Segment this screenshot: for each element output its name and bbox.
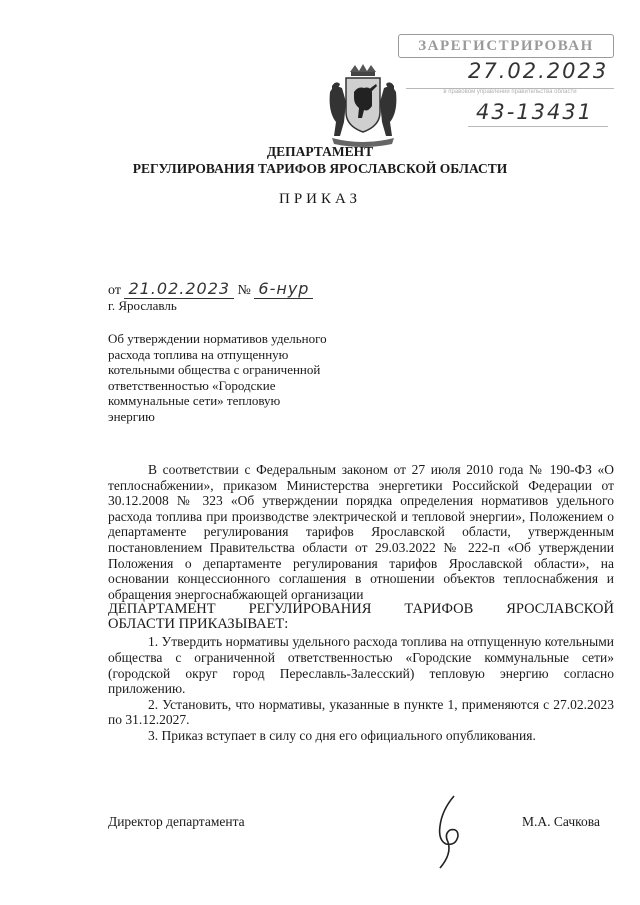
city: г. Ярославль (108, 298, 177, 313)
stamp-date: 27.02.2023 (468, 59, 609, 83)
stamp-number: 43-13431 (476, 100, 594, 124)
order-item-3: 3. Приказ вступает в силу со дня его официального опубликования. (148, 727, 536, 743)
handwritten-signature (420, 792, 480, 872)
order-date-line (108, 279, 313, 299)
department-line-1: ДЕПАРТАМЕНТ (266, 144, 374, 159)
stamp-underline (468, 126, 608, 127)
orders-heading-line-2: ОБЛАСТИ ПРИКАЗЫВАЕТ: (108, 616, 289, 633)
orders-heading-line-1: ДЕПАРТАМЕНТ РЕГУЛИРОВАНИЯ ТАРИФОВ ЯРОСЛАВСКОЙ (108, 601, 614, 618)
department-line-2: РЕГУЛИРОВАНИЯ ТАРИФОВ ЯРОСЛАВСКОЙ ОБЛАСТИ (132, 161, 508, 176)
coat-of-arms-icon (324, 62, 402, 150)
order-body (108, 462, 614, 744)
order-item-1: 1. Утвердить нормативы удельного расхода топлива на отпущенную котельными общества с ограниченной ответственностью «Городские коммунальные сети» (городской округ город Переславль-Залесский) тепловую энергию согласно приложению. (108, 634, 614, 697)
order-subject: Об утверждении нормативов удельного расхода топлива на отпущенную котельными общества с ограниченной ответственностью «Городские коммунальные сети» тепловую энергию (108, 331, 327, 424)
order-item-2: 2. Установить, что нормативы, указанные в пункте 1, применяются с 27.02.2023 по 31.12.2027. (108, 696, 614, 728)
order-date: 21.02.2023 (124, 279, 234, 299)
signatory-role: Директор департамента (108, 814, 245, 829)
from-label: от (108, 283, 121, 298)
stamp-caption: в правовом управлении правительства области (443, 89, 577, 95)
document-type: ПРИКАЗ (279, 191, 361, 207)
registration-stamp (398, 34, 616, 134)
number-label: № (237, 283, 251, 298)
order-number: 6-нур (254, 279, 313, 299)
preamble-paragraph: В соответствии с Федеральным законом от 27 июля 2010 года № 190-ФЗ «О теплоснабжении», приказом Министерства энергетики Российской Федерации от 30.12.2008 № 323 «Об утверждении порядка определения нормативов удельного расхода топлива при производстве электрической и тепловой энергии», Положением о департаменте регулирования тарифов Ярославской области, утвержденным постановлением Правительства области от 29.03.2022 № 222-п «Об утверждении Положения о департаменте регулирования тарифов Ярославской области», на основании концессионного соглашения в отношении объектов теплоснабжения и обращения энергоснабжающей организации (108, 462, 614, 602)
stamp-title: ЗАРЕГИСТРИРОВАН (398, 34, 614, 58)
department-title (0, 143, 640, 177)
signatory-name: М.А. Сачкова (522, 814, 600, 829)
